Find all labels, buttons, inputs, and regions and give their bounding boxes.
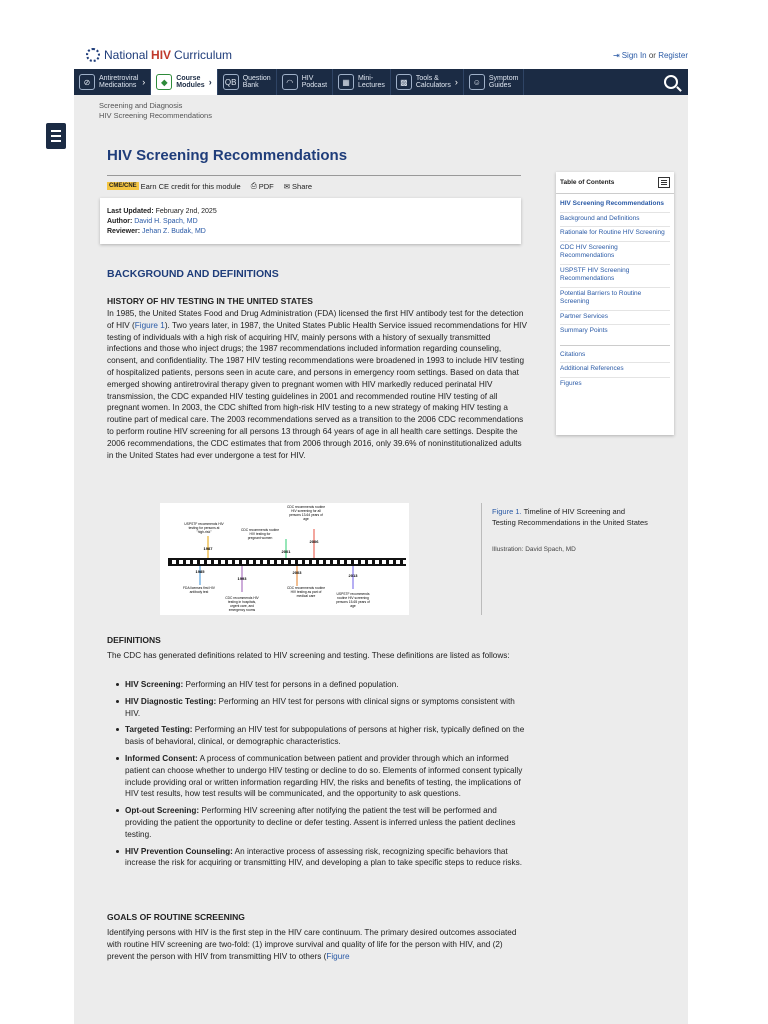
nav-label: Guides xyxy=(488,82,512,89)
timeline-tick xyxy=(340,560,344,564)
goals-paragraph xyxy=(107,927,527,962)
definition-text: Performing an HIV test for subpopulations of persons at higher risk, typically defined on the basis of behavioral, clinical, or demographic characteristics. xyxy=(125,725,525,747)
definition-term: Opt-out Screening: xyxy=(125,806,200,816)
definition-term: HIV Screening: xyxy=(125,680,184,689)
toc-item-partner-services[interactable]: Partner Services xyxy=(560,311,670,326)
table-of-contents xyxy=(556,172,674,435)
toc-item-cdc-recommendations[interactable]: CDC HIV Screening Recommendations xyxy=(560,242,670,265)
nav-label: Lectures xyxy=(358,82,385,89)
timeline-tick xyxy=(256,560,260,564)
toc-item-citations[interactable]: Citations xyxy=(560,345,670,364)
toc-item-rationale[interactable]: Rationale for Routine HIV Screening xyxy=(560,227,670,242)
list-item xyxy=(125,846,530,870)
author-link[interactable]: David H. Spach, MD xyxy=(134,218,198,225)
timeline-tick xyxy=(193,560,197,564)
sign-in-icon: ⇥ xyxy=(613,51,620,60)
timeline-tick xyxy=(361,560,365,564)
definitions-list xyxy=(125,679,530,874)
site-logo[interactable] xyxy=(86,48,232,62)
nav-label: Medications xyxy=(99,82,137,89)
timeline-note: USPSTF recommends routine HIV screening persons 15-65 years of age xyxy=(336,592,370,608)
list-item xyxy=(125,805,530,840)
title-divider xyxy=(107,175,521,176)
timeline-tick xyxy=(277,560,281,564)
definition-term: Targeted Testing: xyxy=(125,725,193,735)
timeline-tick xyxy=(186,560,190,564)
timeline-figure[interactable] xyxy=(160,503,409,615)
timeline-tick xyxy=(200,560,204,564)
nav-label: Bank xyxy=(242,82,259,89)
search-icon xyxy=(664,75,678,89)
pdf-label: PDF xyxy=(258,181,274,191)
book-icon: ◆ xyxy=(156,74,172,90)
definitions-intro: The CDC has generated definitions related to HIV screening and testing. These definitions are listed as follows: xyxy=(107,651,510,660)
timeline-tick xyxy=(228,560,232,564)
timeline-tick xyxy=(305,560,309,564)
toc-item-summary-points[interactable]: Summary Points xyxy=(560,327,608,334)
definition-term: HIV Prevention Counseling: xyxy=(125,846,233,856)
subheading-goals: GOALS OF ROUTINE SCREENING xyxy=(107,912,245,922)
breadcrumb-level2[interactable]: HIV Screening Recommendations xyxy=(99,111,212,120)
nav-label: Course xyxy=(176,75,201,82)
nav-mini-lectures[interactable] xyxy=(333,69,391,95)
toc-item-barriers[interactable]: Potential Barriers to Routine Screening xyxy=(560,288,670,311)
last-updated-value: February 2nd, 2025 xyxy=(155,208,217,215)
nav-label: Calculators xyxy=(415,82,451,89)
toc-item-hiv-screening-recommendations[interactable]: HIV Screening Recommendations xyxy=(560,198,670,213)
logo-icon xyxy=(86,48,100,62)
list-icon[interactable] xyxy=(658,177,670,188)
page-title: HIV Screening Recommendations xyxy=(107,147,348,164)
figure-caption-label[interactable]: Figure 1. xyxy=(492,507,522,516)
nav-label: Tools & xyxy=(415,75,439,82)
timeline-year: 2006 xyxy=(309,539,319,544)
timeline-tick xyxy=(207,560,211,564)
nav-tools-calculators[interactable] xyxy=(391,69,464,95)
main-nav xyxy=(74,69,688,95)
reviewer-link[interactable]: Jehan Z. Budak, MD xyxy=(142,228,206,235)
author-label: Author: xyxy=(107,218,133,225)
cme-text: Earn CE credit for this module xyxy=(140,181,241,191)
qb-icon: QB xyxy=(223,74,239,90)
timeline-note: USPSTF recommends HIV testing for persons at "high-risk" xyxy=(184,522,224,534)
goals-figure-link[interactable]: Figure xyxy=(326,951,350,961)
definition-term: HIV Diagnostic Testing: xyxy=(125,696,217,706)
timeline-year: 1993 xyxy=(237,576,247,581)
mail-icon: ✉ xyxy=(283,181,291,191)
menu-icon-line xyxy=(51,130,61,132)
auth-or-text: or xyxy=(648,51,656,60)
module-meta xyxy=(100,198,521,244)
figure-caption xyxy=(492,506,650,528)
timeline-tick xyxy=(375,560,379,564)
timeline-tick xyxy=(284,560,288,564)
subheading-history: HISTORY OF HIV TESTING IN THE UNITED STATES xyxy=(107,296,313,306)
chevron-right-icon: › xyxy=(208,76,212,87)
history-text-b: ). Two years later, in 1987, the United States Public Health Service issued recommendations for HIV testing of individuals with a high risk of acquiring HIV, mainly persons with a history of sexually transmitted infections and those who inject drugs; the 1987 recommendations included information regarding counseling, consent, and confidentiality. The 1987 HIV testing recommendations were broadened in 1993 to include HIV testing of hospitalized patients, persons seen in acute care, and persons in emergency room settings. Based on data that emerged showing antiretroviral therapy given to pregnant women with HIV markedly reduced perinatal HIV transmission, the CDC expanded HIV testing guidelines in 2001 and recommended routine HIV testing of all pregnant women. In 2003, the CDC shifted from high-risk HIV testing to a new strategy of making HIV testing a routine part of medical care. The 2003 recommendations served as a transition to the 2006 CDC recommendations to perform routine HIV screening for all persons 13 through 64 years of age in all health care settings. Despite the 2006 recommendations, the CDC estimates that from 2006 through 2016, only 39.6% of noninstitutionalized adults in the United States had ever undergone a test for HIV. xyxy=(107,320,527,460)
timeline-tick xyxy=(263,560,267,564)
share-label: Share xyxy=(292,181,313,191)
timeline-tick xyxy=(249,560,253,564)
goals-text: Identifying persons with HIV is the first step in the HIV care continuum. The primary desired outcomes associated with routine HIV screening are two-fold: (1) improve survival and quality of life for the person with HIV, and (2) prevent the person with HIV from transmitting HIV to others ( xyxy=(107,928,517,961)
symptom-icon: ☺ xyxy=(469,74,485,90)
menu-icon-line xyxy=(51,140,61,142)
section-heading-background: BACKGROUND AND DEFINITIONS xyxy=(107,268,279,280)
list-item xyxy=(125,753,530,800)
timeline-tick xyxy=(298,560,302,564)
figure-divider xyxy=(481,503,482,615)
list-item xyxy=(125,679,530,691)
timeline-tick xyxy=(270,560,274,564)
toc-item-background[interactable]: Background and Definitions xyxy=(560,213,670,228)
timeline-year: 2001 xyxy=(281,549,291,554)
sign-in-link[interactable]: Sign In xyxy=(621,51,647,60)
timeline-year: 1985 xyxy=(195,569,205,574)
timeline-tick xyxy=(214,560,218,564)
toc-item-uspstf-recommendations[interactable]: USPSTF HIV Screening Recommendations xyxy=(560,265,670,288)
site-header xyxy=(0,0,768,68)
timeline-year: 2013 xyxy=(348,573,358,578)
timeline-tick xyxy=(333,560,337,564)
module-menu-button[interactable] xyxy=(46,123,66,149)
timeline-year: 1987 xyxy=(203,546,213,551)
breadcrumb xyxy=(99,101,212,121)
logo-text-prefix: National xyxy=(104,48,149,62)
podcast-icon: ◠ xyxy=(282,74,298,90)
chevron-right-icon: › xyxy=(454,76,458,87)
presentation-icon: ▦ xyxy=(338,74,354,90)
cme-credit-link[interactable] xyxy=(107,182,241,191)
pdf-button[interactable] xyxy=(251,181,274,191)
timeline-note: CDC recommends routine HIV testing for pregnant women xyxy=(240,528,280,540)
timeline-tick xyxy=(354,560,358,564)
reviewer-label: Reviewer: xyxy=(107,228,141,235)
toc-item-figures[interactable]: Figures xyxy=(560,379,582,387)
timeline-year: 2003 xyxy=(292,570,302,575)
nav-hiv-podcast[interactable] xyxy=(277,69,333,95)
printer-icon: ⎙ xyxy=(250,181,257,190)
timeline-tick xyxy=(319,560,323,564)
nav-label: Question xyxy=(242,75,271,82)
timeline-tick xyxy=(326,560,330,564)
nav-label: Mini- xyxy=(358,75,374,82)
timeline-tick xyxy=(242,560,246,564)
timeline-tick xyxy=(347,560,351,564)
nav-symptom-guides[interactable] xyxy=(464,69,525,95)
chevron-right-icon: › xyxy=(142,76,146,87)
toc-title: Table of Contents xyxy=(560,179,615,186)
nav-course-modules[interactable] xyxy=(151,69,217,95)
timeline-tick xyxy=(389,560,393,564)
logo-text-suffix: Curriculum xyxy=(174,48,233,62)
register-link[interactable]: Register xyxy=(658,51,688,60)
definition-text: Performing an HIV test for persons in a defined population. xyxy=(183,680,399,689)
definition-text: Performing HIV screening after notifying the patient the test will be performed and providing the patient the opportunity to decline or defer testing. Assent is inferred unless the patient declines testing. xyxy=(125,806,516,839)
list-item xyxy=(125,696,530,720)
timeline-tick xyxy=(368,560,372,564)
toc-header xyxy=(556,172,674,194)
history-text-a: In 1985, the United States Food and Drug Administration (FDA) licensed the first HIV antibody test for the detection of HIV ( xyxy=(107,309,524,330)
last-updated-label: Last Updated: xyxy=(107,208,154,215)
timeline-note: CDC recommends HIV testing in hospitals, urgent care, and emergency rooms xyxy=(225,596,259,612)
definition-text: Performing an HIV test for persons with clinical signs or symptoms consistent with HIV. xyxy=(125,696,515,718)
timeline-note: CDC recommends routine HIV testing as part of medical care xyxy=(286,586,326,598)
timeline-note: FDA licenses first HIV antibody test xyxy=(183,586,215,594)
timeline-note: CDC recommends routine HIV screening for all persons 13-64 years of age xyxy=(286,505,326,521)
timeline-tick xyxy=(291,560,295,564)
figure-credit: Illustration: David Spach, MD xyxy=(492,546,576,553)
cme-badge: CME/CNE xyxy=(109,183,137,189)
nav-question-bank[interactable] xyxy=(218,69,277,95)
nav-label: HIV xyxy=(301,75,314,82)
definition-text: An interactive process of assessing risk, recognizing specific behaviors that increase the risk for acquiring or transmitting HIV, and developing a plan to take specific steps to reduce risks. xyxy=(125,846,522,868)
figure-caption-text: Timeline of HIV Screening and Testing Recommendations in the United States xyxy=(492,507,648,527)
list-item xyxy=(125,724,530,748)
timeline-tick xyxy=(172,560,176,564)
toc-list xyxy=(556,194,674,391)
timeline-tick xyxy=(403,560,407,564)
definition-text: A process of communication between patient and provider through which an informed patient can choose whether to undergo HIV testing or decline to do so. Elements of informed consent typically include providing oral or written information regarding HIV, the risks and benefits of testing, the implications of HIV test results, how test results will be communicated, and the opportunity to ask questions. xyxy=(125,753,523,799)
history-paragraph xyxy=(107,308,527,461)
nav-search-button[interactable] xyxy=(654,69,688,95)
share-button[interactable] xyxy=(284,182,312,191)
toc-item-additional-references[interactable]: Additional References xyxy=(560,363,670,378)
calculator-icon: ▩ xyxy=(396,74,412,90)
timeline-tick xyxy=(396,560,400,564)
pill-icon: ⊘ xyxy=(79,74,95,90)
timeline-tick xyxy=(179,560,183,564)
nav-label: Symptom xyxy=(488,75,519,82)
subheading-definitions: DEFINITIONS xyxy=(107,635,161,645)
nav-antiretroviral-medications[interactable] xyxy=(74,69,151,95)
timeline-svg xyxy=(160,503,409,615)
figure-1-link[interactable]: Figure 1 xyxy=(134,320,165,330)
timeline-tick xyxy=(221,560,225,564)
breadcrumb-level1[interactable]: Screening and Diagnosis xyxy=(99,101,183,110)
timeline-tick xyxy=(312,560,316,564)
logo-text-hiv: HIV xyxy=(151,48,172,62)
nav-label: Antiretroviral xyxy=(99,75,139,82)
definition-term: Informed Consent: xyxy=(125,753,198,763)
timeline-tick xyxy=(235,560,239,564)
nav-label: Podcast xyxy=(301,82,328,89)
nav-label: Modules xyxy=(176,82,205,89)
menu-icon-line xyxy=(51,135,61,137)
page-actions xyxy=(107,181,312,191)
timeline-tick xyxy=(382,560,386,564)
auth-links xyxy=(613,51,688,60)
